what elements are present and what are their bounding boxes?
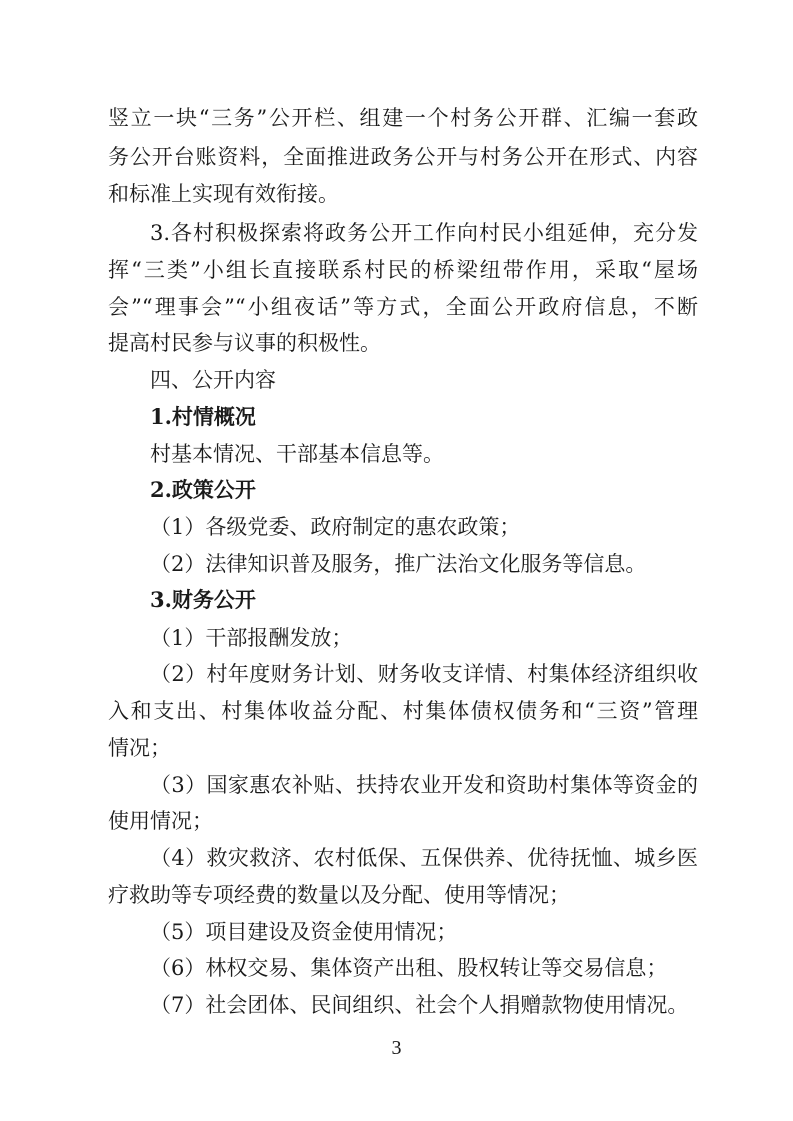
list-item-continuation: 疗救助等专项经费的数量以及分配、使用等情况；: [108, 883, 570, 907]
section-heading: 四、公开内容: [150, 368, 276, 392]
list-item-continuation: 情况；: [108, 736, 171, 760]
list-item: （4）救灾救济、农村低保、五保供养、优待抚恤、城乡医: [150, 846, 698, 870]
list-item: （1）各级党委、政府制定的惠农政策；: [150, 515, 521, 539]
paragraph-line: 务公开台账资料，全面推进政务公开与村务公开在形式、内容: [108, 145, 698, 169]
list-item: （2）法律知识普及服务，推广法治文化服务等信息。: [150, 552, 647, 576]
list-item: （3）国家惠农补贴、扶持农业开发和资助村集体等资金的: [150, 773, 698, 797]
paragraph-line: 会”“理事会”“小组夜话”等方式，全面公开政府信息，不断: [108, 295, 698, 319]
list-item: （2）村年度财务计划、财务收支详情、村集体经济组织收: [150, 662, 698, 686]
subsection-heading: 3.财务公开: [150, 587, 256, 612]
paragraph-line: 提高村民参与议事的积极性。: [108, 331, 381, 355]
list-item: （6）林权交易、集体资产出租、股权转让等交易信息；: [150, 956, 668, 980]
paragraph-line: 竖立一块“三务”公开栏、组建一个村务公开群、汇编一套政: [108, 106, 698, 130]
paragraph-line: 村基本情况、干部基本信息等。: [150, 442, 444, 466]
list-item: （5）项目建设及资金使用情况；: [150, 920, 458, 944]
subsection-heading: 2.政策公开: [150, 477, 256, 502]
paragraph-line: 和标准上实现有效衔接。: [108, 182, 339, 206]
paragraph-line: 挥“三类”小组长直接联系村民的桥梁纽带作用，采取“屋场: [108, 258, 698, 282]
page-number: 3: [391, 1037, 402, 1059]
list-item: （7）社会团体、民间组织、社会个人捐赠款物使用情况。: [150, 993, 689, 1017]
paragraph-line: 3.各村积极探索将政务公开工作向村民小组延伸，充分发: [150, 221, 698, 245]
list-item-continuation: 使用情况；: [108, 809, 213, 833]
list-item-continuation: 入和支出、村集体收益分配、村集体债权债务和“三资”管理: [108, 699, 698, 723]
list-item: （1）干部报酬发放；: [150, 626, 353, 650]
subsection-heading: 1.村情概况: [150, 404, 256, 429]
